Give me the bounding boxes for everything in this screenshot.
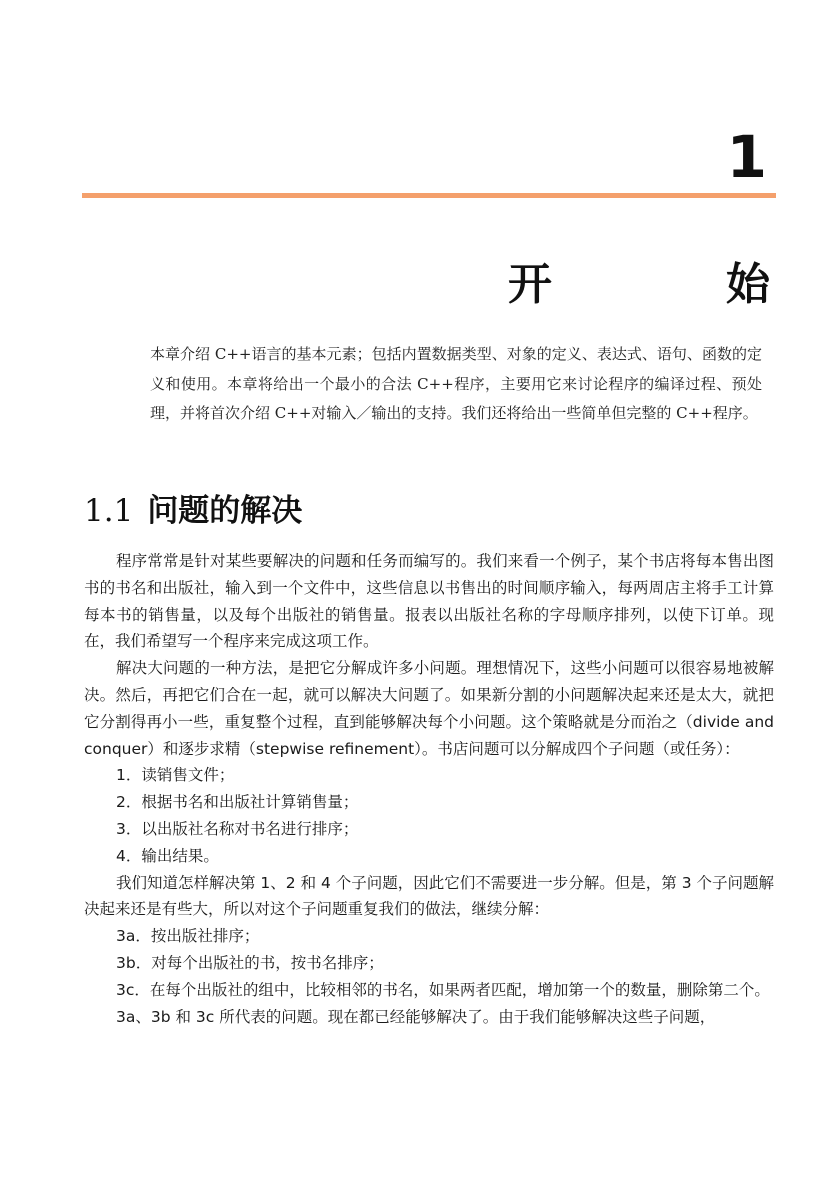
list-item: 3a．按出版社排序； <box>116 927 260 946</box>
list-item: 2．根据书名和出版社计算销售量； <box>116 793 359 812</box>
chapter-intro: 本章介绍 C++语言的基本元素；包括内置数据类型、对象的定义、表达式、语句、函数的定义和使用。本章将给出一个最小的合法 C++程序，主要用它来讨论程序的编译过程、预处理，并将首次介绍 C++对输入／输出的支持。我们还将给出一些简单但完整的 C++程序。 <box>150 345 762 422</box>
section-number: 1.1 <box>84 493 134 529</box>
paragraph: 我们知道怎样解决第 1、2 和 4 个子问题，因此它们不需要进一步分解。但是，第 3 个子问题解决起来还是有些大，所以对这个子问题重复我们的做法，继续分解： <box>84 873 775 919</box>
paragraph: 程序常常是针对某些要解决的问题和任务而编写的。我们来看一个例子，某个书店将每本售出图书的书名和出版社，输入到一个文件中，这些信息以书售出的时间顺序输入，每两周店主将手工计算每本书的销售量，以及每个出版社的销售量。报表以出版社名称的字母顺序排列，以使下订单。现在，我们希望写一个程序来完成这项工作。 <box>84 552 774 651</box>
list-item: 3．以出版社名称对书名进行排序； <box>116 819 359 838</box>
chapter-rule <box>82 193 776 198</box>
list-item: 4．输出结果。 <box>116 846 219 865</box>
paragraph: 3a、3b 和 3c 所代表的问题。现在都已经能够解决了。由于我们能够解决这些子问题， <box>116 1007 716 1026</box>
chapter-title-char-2: 始 <box>726 259 770 310</box>
chapter-number: 1 <box>726 123 767 191</box>
body-text <box>84 548 774 1030</box>
list-item: 1．读销售文件； <box>116 766 235 785</box>
paragraph: 解决大问题的一种方法，是把它分解成许多小问题。理想情况下，这些小问题可以很容易地被解决。然后，再把它们合在一起，就可以解决大问题了。如果新分割的小问题解决起来还是太大，就把它分割得再小一些，重复整个过程，直到能够解决每个小问题。这个策略就是分而治之（divide and conquer）和逐步求精（stepwise refinement）。书店问题可以分解成四个子问题（或任务）： <box>84 659 774 758</box>
chapter-title <box>508 259 770 310</box>
section-title: 问题的解决 <box>147 493 303 529</box>
list-item: 3b．对每个出版社的书，按书名排序； <box>116 953 384 972</box>
chapter-title-char-1: 开 <box>508 259 552 310</box>
list-item: 3c．在每个出版社的组中，比较相邻的书名，如果两者匹配，增加第一个的数量，删除第二个。 <box>116 980 770 999</box>
section-heading <box>84 493 302 530</box>
